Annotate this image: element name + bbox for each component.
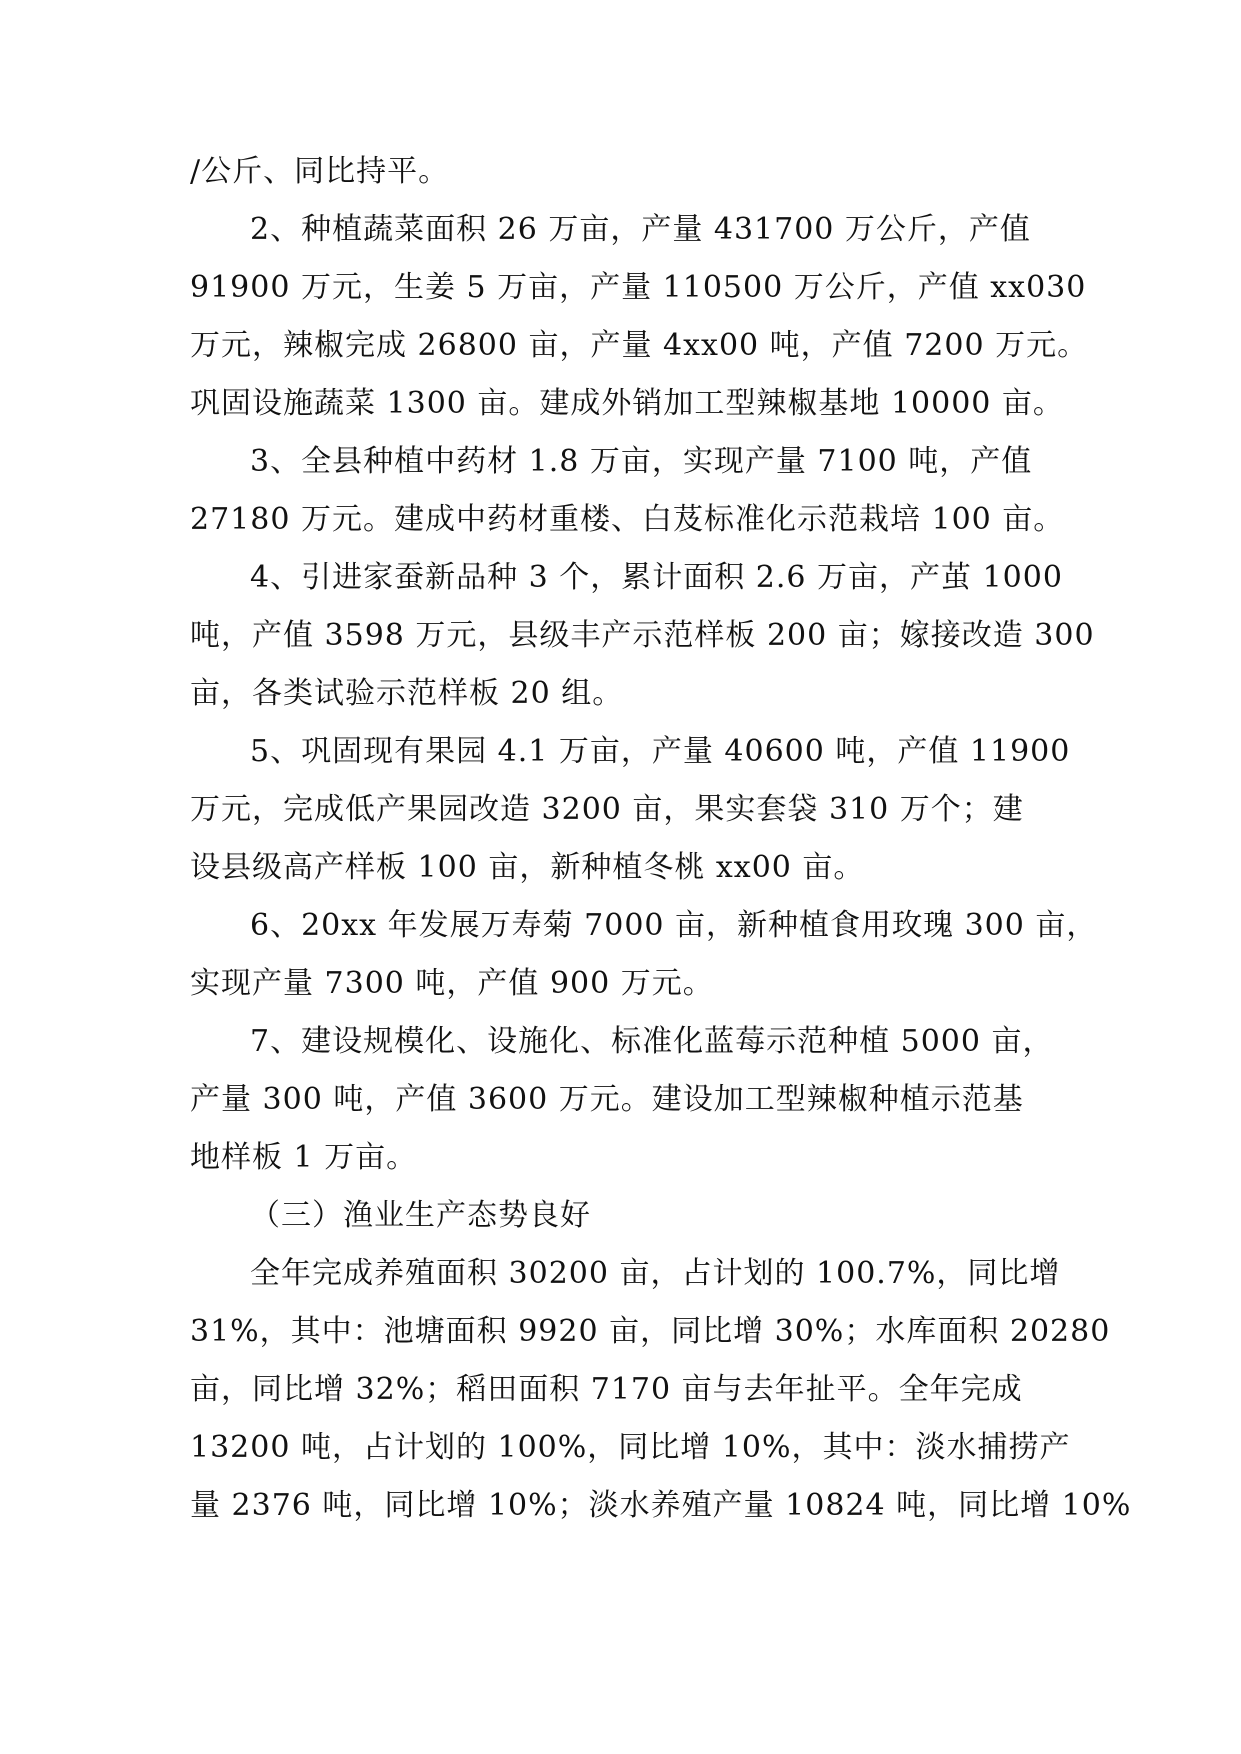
paragraph-line-2: 2、种植蔬菜面积 26 万亩，产量 431700 万公斤，产值 [250, 212, 1031, 247]
paragraph-line-23: 13200 吨，占计划的 100%，同比增 10%，其中：淡水捕捞产 [190, 1430, 1071, 1465]
paragraph-line-5: 巩固设施蔬菜 1300 亩。建成外销加工型辣椒基地 10000 亩。 [190, 386, 1064, 421]
section-heading: （三）渔业生产态势良好 [250, 1198, 591, 1233]
paragraph-line-21: 31%，其中：池塘面积 9920 亩，同比增 30%；水库面积 20280 [190, 1314, 1111, 1349]
paragraph-line-12: 万元，完成低产果园改造 3200 亩，果实套袋 310 万个；建 [190, 792, 1024, 827]
paragraph-line-9: 吨，产值 3598 万元，县级丰产示范样板 200 亩；嫁接改造 300 [190, 618, 1095, 653]
paragraph-line-18: 地样板 1 万亩。 [190, 1140, 418, 1175]
paragraph-line-8: 4、引进家蚕新品种 3 个，累计面积 2.6 万亩，产茧 1000 [250, 560, 1063, 595]
paragraph-line-13: 设县级高产样板 100 亩，新种植冬桃 xx00 亩。 [190, 850, 865, 885]
paragraph-line-16: 7、建设规模化、设施化、标准化蓝莓示范种植 5000 亩， [250, 1024, 1054, 1059]
paragraph-line-14: 6、20xx 年发展万寿菊 7000 亩，新种植食用玫瑰 300 亩， [250, 908, 1098, 943]
paragraph-line-24: 量 2376 吨，同比增 10%；淡水养殖产量 10824 吨，同比增 10% [190, 1488, 1132, 1523]
paragraph-line-11: 5、巩固现有果园 4.1 万亩，产量 40600 吨，产值 11900 [250, 734, 1071, 769]
paragraph-line-4: 万元，辣椒完成 26800 亩，产量 4xx00 吨，产值 7200 万元。 [190, 328, 1089, 363]
paragraph-line-6: 3、全县种植中药材 1.8 万亩，实现产量 7100 吨，产值 [250, 444, 1033, 479]
paragraph-line-10: 亩，各类试验示范样板 20 组。 [190, 676, 624, 711]
paragraph-line-17: 产量 300 吨，产值 3600 万元。建设加工型辣椒种植示范基 [190, 1082, 1024, 1117]
paragraph-line-7: 27180 万元。建成中药材重楼、白芨标准化示范栽培 100 亩。 [190, 502, 1065, 537]
paragraph-line-1: /公斤、同比持平。 [190, 154, 450, 189]
paragraph-line-22: 亩，同比增 32%；稻田面积 7170 亩与去年扯平。全年完成 [190, 1372, 1023, 1407]
paragraph-line-20: 全年完成养殖面积 30200 亩，占计划的 100.7%，同比增 [250, 1256, 1061, 1291]
paragraph-line-3: 91900 万元，生姜 5 万亩，产量 110500 万公斤，产值 xx030 [190, 270, 1087, 305]
paragraph-line-15: 实现产量 7300 吨，产值 900 万元。 [190, 966, 714, 1001]
